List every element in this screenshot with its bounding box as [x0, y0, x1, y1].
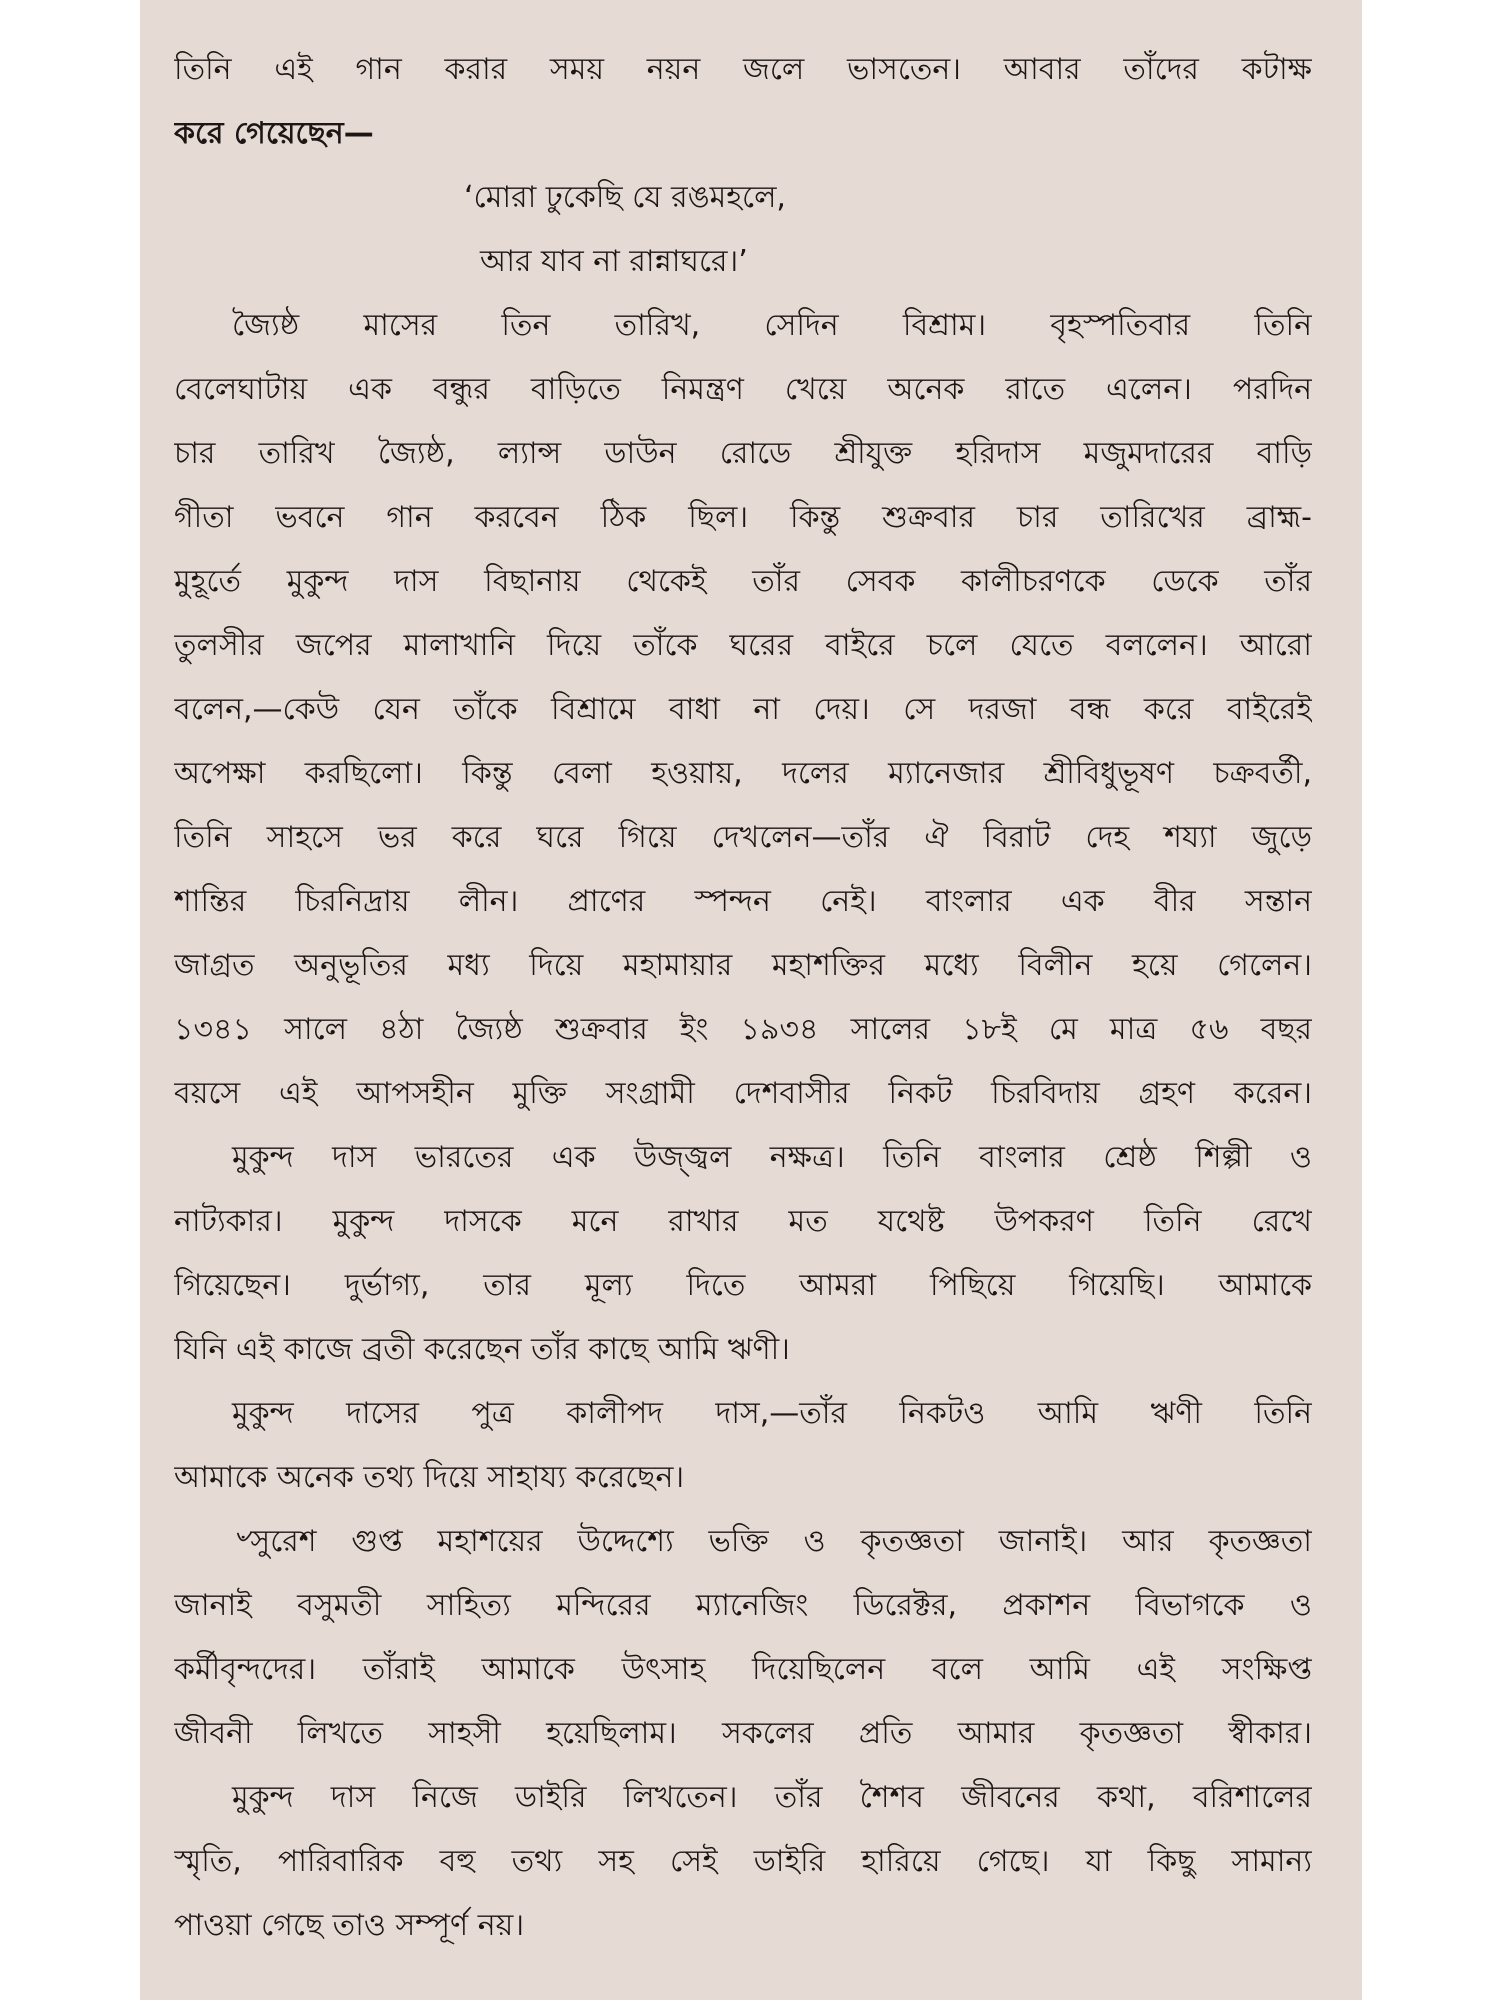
- text-line: গিয়েছেন। দুর্ভাগ্য, তার মূল্য দিতে আমরা পিছিয়ে গিয়েছি। আমাকে: [174, 1268, 1312, 1303]
- text-line: [174, 102, 1312, 166]
- text-line: বলেন,—কেউ যেন তাঁকে বিশ্রামে বাধা না দেয়। সে দরজা বন্ধ করে বাইরেই: [174, 692, 1312, 727]
- text-line: মুকুন্দ দাস নিজে ডাইরি লিখতেন। তাঁর শৈশব জীবনের কথা, বরিশালের: [232, 1780, 1312, 1815]
- text-line: জাগ্রত অনুভূতির মধ্য দিয়ে মহামায়ার মহাশক্তির মধ্যে বিলীন হয়ে গেলেন।: [174, 948, 1312, 983]
- text-line: ৺সুরেশ গুপ্ত মহাশয়ের উদ্দেশ্যে ভক্তি ও কৃতজ্ঞতা জানাই। আর কৃতজ্ঞতা: [232, 1524, 1312, 1559]
- text-line: বয়সে এই আপসহীন মুক্তি সংগ্রামী দেশবাসীর নিকট চিরবিদায় গ্রহণ করেন।: [174, 1076, 1312, 1111]
- text-line: নাট্যকার। মুকুন্দ দাসকে মনে রাখার মত যথেষ্ট উপকরণ তিনি রেখে: [174, 1204, 1312, 1239]
- text-span: করে গেয়েছেন—: [174, 116, 374, 151]
- text-line: পাওয়া গেছে তাও সম্পূর্ণ নয়।: [174, 1908, 525, 1943]
- text-line: জানাই বসুমতী সাহিত্য মন্দিরের ম্যানেজিং ডিরেক্টর, প্রকাশন বিভাগকে ও: [174, 1588, 1312, 1623]
- text-line: মুহূর্তে মুকুন্দ দাস বিছানায় থেকেই তাঁর সেবক কালীচরণকে ডেকে তাঁর: [174, 564, 1312, 599]
- verse-line: আর যাব না রান্নাঘরে।’: [480, 244, 748, 279]
- text-line: মুকুন্দ দাসের পুত্র কালীপদ দাস,—তাঁর নিকটও আমি ঋণী তিনি: [232, 1396, 1312, 1431]
- verse-line: ‘মোরা ঢুকেছি যে রঙমহলে,: [464, 180, 786, 215]
- text-line: শান্তির চিরনিদ্রায় লীন। প্রাণের স্পন্দন নেই। বাংলার এক বীর সন্তান: [174, 884, 1312, 919]
- text-line: জ্যৈষ্ঠ মাসের তিন তারিখ, সেদিন বিশ্রাম। বৃহস্পতিবার তিনি: [232, 308, 1312, 343]
- text-line: আমাকে অনেক তথ্য দিয়ে সাহায্য করেছেন।: [174, 1460, 685, 1495]
- text-line: যিনি এই কাজে ব্রতী করেছেন তাঁর কাছে আমি ঋণী।: [174, 1332, 790, 1367]
- text-line: ১৩৪১ সালে ৪ঠা জ্যৈষ্ঠ শুক্রবার ইং ১৯৩৪ সালের ১৮ই মে মাত্র ৫৬ বছর: [174, 1012, 1312, 1047]
- text-line: গীতা ভবনে গান করবেন ঠিক ছিল। কিন্তু শুক্রবার চার তারিখের ব্রাহ্ম-: [174, 500, 1312, 535]
- text-line: মুকুন্দ দাস ভারতের এক উজ্জ্বল নক্ষত্র। তিনি বাংলার শ্রেষ্ঠ শিল্পী ও: [232, 1140, 1312, 1175]
- text-line: তুলসীর জপের মালাখানি দিয়ে তাঁকে ঘরের বাইরে চলে যেতে বললেন। আরো: [174, 628, 1312, 663]
- text-line: বেলেঘাটায় এক বন্ধুর বাড়িতে নিমন্ত্রণ খেয়ে অনেক রাতে এলেন। পরদিন: [174, 372, 1312, 407]
- text-line: স্মৃতি, পারিবারিক বহু তথ্য সহ সেই ডাইরি হারিয়ে গেছে। যা কিছু সামান্য: [174, 1844, 1312, 1879]
- text-line: তিনি সাহসে ভর করে ঘরে গিয়ে দেখলেন—তাঁর ঐ বিরাট দেহ শয্যা জুড়ে: [174, 820, 1312, 855]
- book-page: [140, 0, 1362, 2000]
- text-line: অপেক্ষা করছিলো। কিন্তু বেলা হওয়ায়, দলের ম্যানেজার শ্রীবিধুভূষণ চক্রবর্তী,: [174, 756, 1312, 791]
- text-line: জীবনী লিখতে সাহসী হয়েছিলাম। সকলের প্রতি আমার কৃতজ্ঞতা স্বীকার।: [174, 1716, 1312, 1751]
- text-line: তিনি এই গান করার সময় নয়ন জলে ভাসতেন। আবার তাঁদের কটাক্ষ: [174, 52, 1312, 87]
- text-line: চার তারিখ জ্যৈষ্ঠ, ল্যান্স ডাউন রোডে শ্রীযুক্ত হরিদাস মজুমদারের বাড়ি: [174, 436, 1312, 471]
- text-line: কর্মীবৃন্দদের। তাঁরাই আমাকে উৎসাহ দিয়েছিলেন বলে আমি এই সংক্ষিপ্ত: [174, 1652, 1312, 1687]
